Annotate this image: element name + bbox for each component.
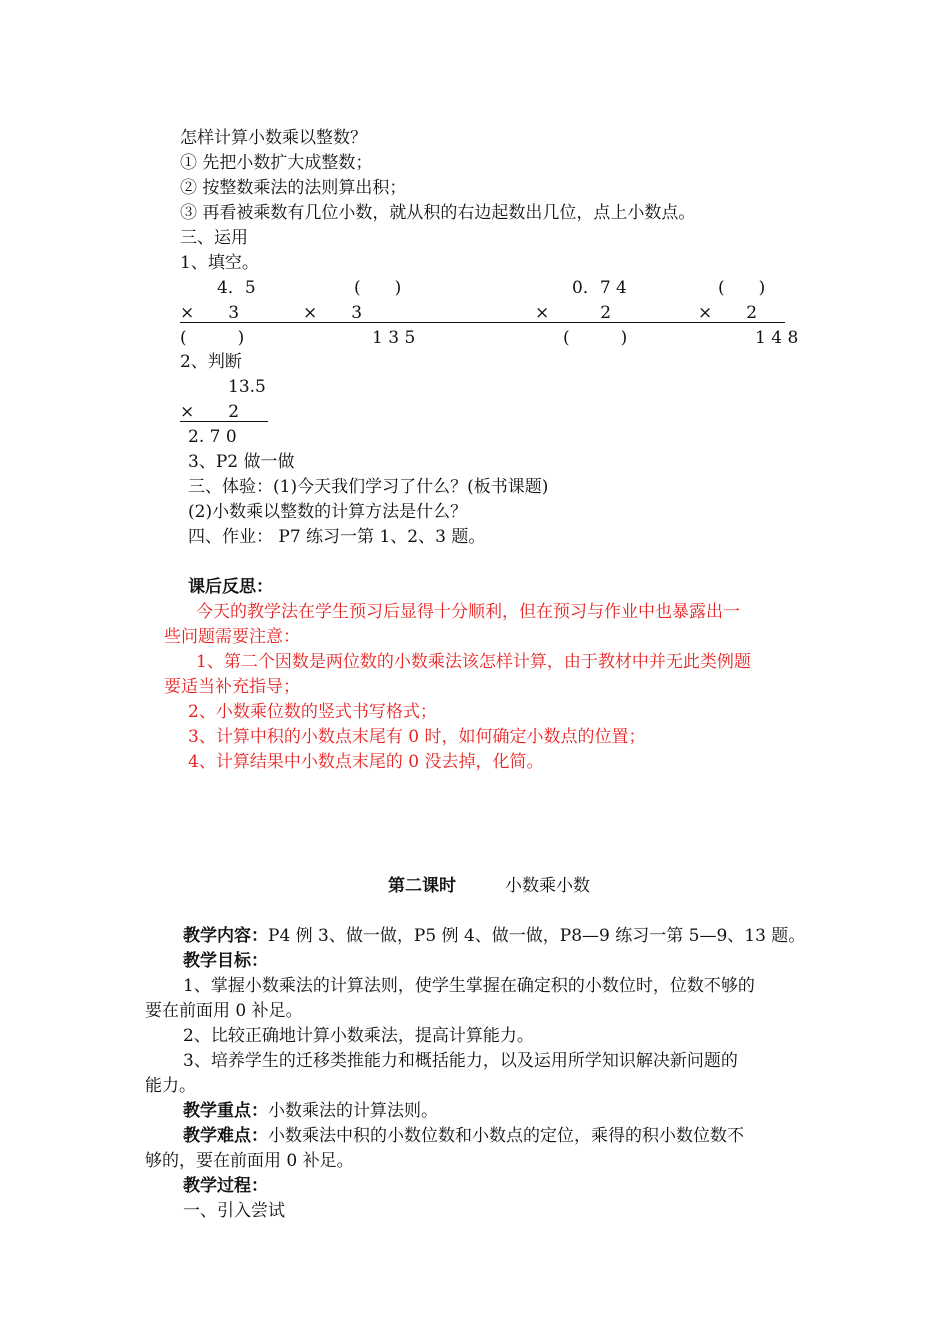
judge-title: 2、判断 — [180, 352, 242, 372]
teaching-key — [183, 1099, 438, 1123]
teaching-difficulty-label: 教学难点： — [183, 1126, 268, 1146]
step-2: ② 按整数乘法的法则算出积； — [180, 178, 407, 198]
judge-result: 2. 7 0 — [188, 427, 237, 447]
step-1: ① 先把小数扩大成整数； — [180, 153, 373, 173]
fill-row1-a: 4．5 — [217, 278, 256, 298]
reflection-line-4: 要适当补充指导； — [164, 677, 300, 697]
teaching-content-label: 教学内容： — [183, 926, 268, 946]
reflection-line-1: 今天的教学法在学生预习后显得十分顺利，但在预习与作业中也暴露出一 — [196, 602, 740, 622]
fill-row2-d: × 2 — [698, 303, 758, 323]
how-title: 怎样计算小数乘以整数？ — [180, 128, 367, 148]
teaching-process-label: 教学过程： — [183, 1176, 268, 1196]
lesson2-topic: 小数乘小数 — [505, 876, 590, 896]
intro-trial: 一、引入尝试 — [183, 1201, 285, 1221]
teaching-key-label: 教学重点： — [183, 1101, 268, 1121]
goal-line-5: 能力。 — [145, 1076, 196, 1096]
fill-title: 1、填空。 — [180, 253, 259, 273]
lesson2-heading: 第二课时 — [388, 876, 456, 896]
teaching-key-text: 小数乘法的计算法则。 — [268, 1101, 438, 1121]
fill-row2-c: × 2 — [535, 303, 612, 323]
p2-exercise: 3、P2 做一做 — [188, 452, 295, 472]
goal-line-3: 2、比较正确地计算小数乘法，提高计算能力。 — [183, 1026, 534, 1046]
reflection-line-7: 4、计算结果中小数点末尾的 0 没去掉，化简。 — [188, 752, 544, 772]
step-3: ③ 再看被乘数有几位小数，就从积的右边起数出几位，点上小数点。 — [180, 203, 696, 223]
judge-top-number: 13.5 — [228, 377, 266, 397]
fill-row3-d: 1 4 8 — [755, 328, 799, 348]
section-3-heading: 三、运用 — [180, 228, 248, 248]
fill-row3-b: 1 3 5 — [372, 328, 416, 348]
fill-row1-b: ( ) — [354, 278, 402, 298]
fill-row2-a: × 3 — [180, 303, 240, 323]
reflection-line-2: 些问题需要注意： — [164, 627, 300, 647]
goal-line-2: 要在前面用 0 补足。 — [145, 1001, 303, 1021]
teaching-difficulty-cont: 够的，要在前面用 0 补足。 — [145, 1151, 354, 1171]
judge-multiplier: × 2 — [180, 402, 240, 422]
experience-q1: 三、体验：(1)今天我们学习了什么？(板书课题) — [188, 477, 549, 497]
fill-row2-b: × 3 — [303, 303, 363, 323]
teaching-content — [183, 924, 805, 948]
fill-row3-c: ( ) — [563, 328, 628, 348]
fill-row1-d: ( ) — [718, 278, 766, 298]
fill-row1-c: 0．7 4 — [572, 278, 627, 298]
teaching-content-text: P4 例 3、做一做，P5 例 4、做一做，P8—9 练习一第 5—9、13 题。 — [268, 926, 806, 946]
reflection-title: 课后反思： — [188, 577, 273, 597]
fill-rule-line — [180, 322, 785, 323]
reflection-line-5: 2、小数乘位数的竖式书写格式； — [188, 702, 437, 722]
goal-line-4: 3、培养学生的迁移类推能力和概括能力，以及运用所学知识解决新问题的 — [183, 1051, 738, 1071]
judge-rule-line — [180, 421, 268, 422]
homework: 四、作业： P7 练习一第 1、2、3 题。 — [188, 527, 486, 547]
experience-q2: (2)小数乘以整数的计算方法是什么？ — [188, 502, 468, 522]
reflection-line-6: 3、计算中积的小数点末尾有 0 时，如何确定小数点的位置； — [188, 727, 646, 747]
teaching-goal-label: 教学目标： — [183, 951, 268, 971]
fill-row3-a: ( ) — [180, 328, 245, 348]
goal-line-1: 1、掌握小数乘法的计算法则，使学生掌握在确定积的小数位时，位数不够的 — [183, 976, 755, 996]
teaching-difficulty — [183, 1124, 744, 1148]
reflection-line-3: 1、第二个因数是两位数的小数乘法该怎样计算，由于教材中并无此类例题 — [196, 652, 751, 672]
teaching-difficulty-text: 小数乘法中积的小数位数和小数点的定位，乘得的积小数位数不 — [268, 1126, 744, 1146]
